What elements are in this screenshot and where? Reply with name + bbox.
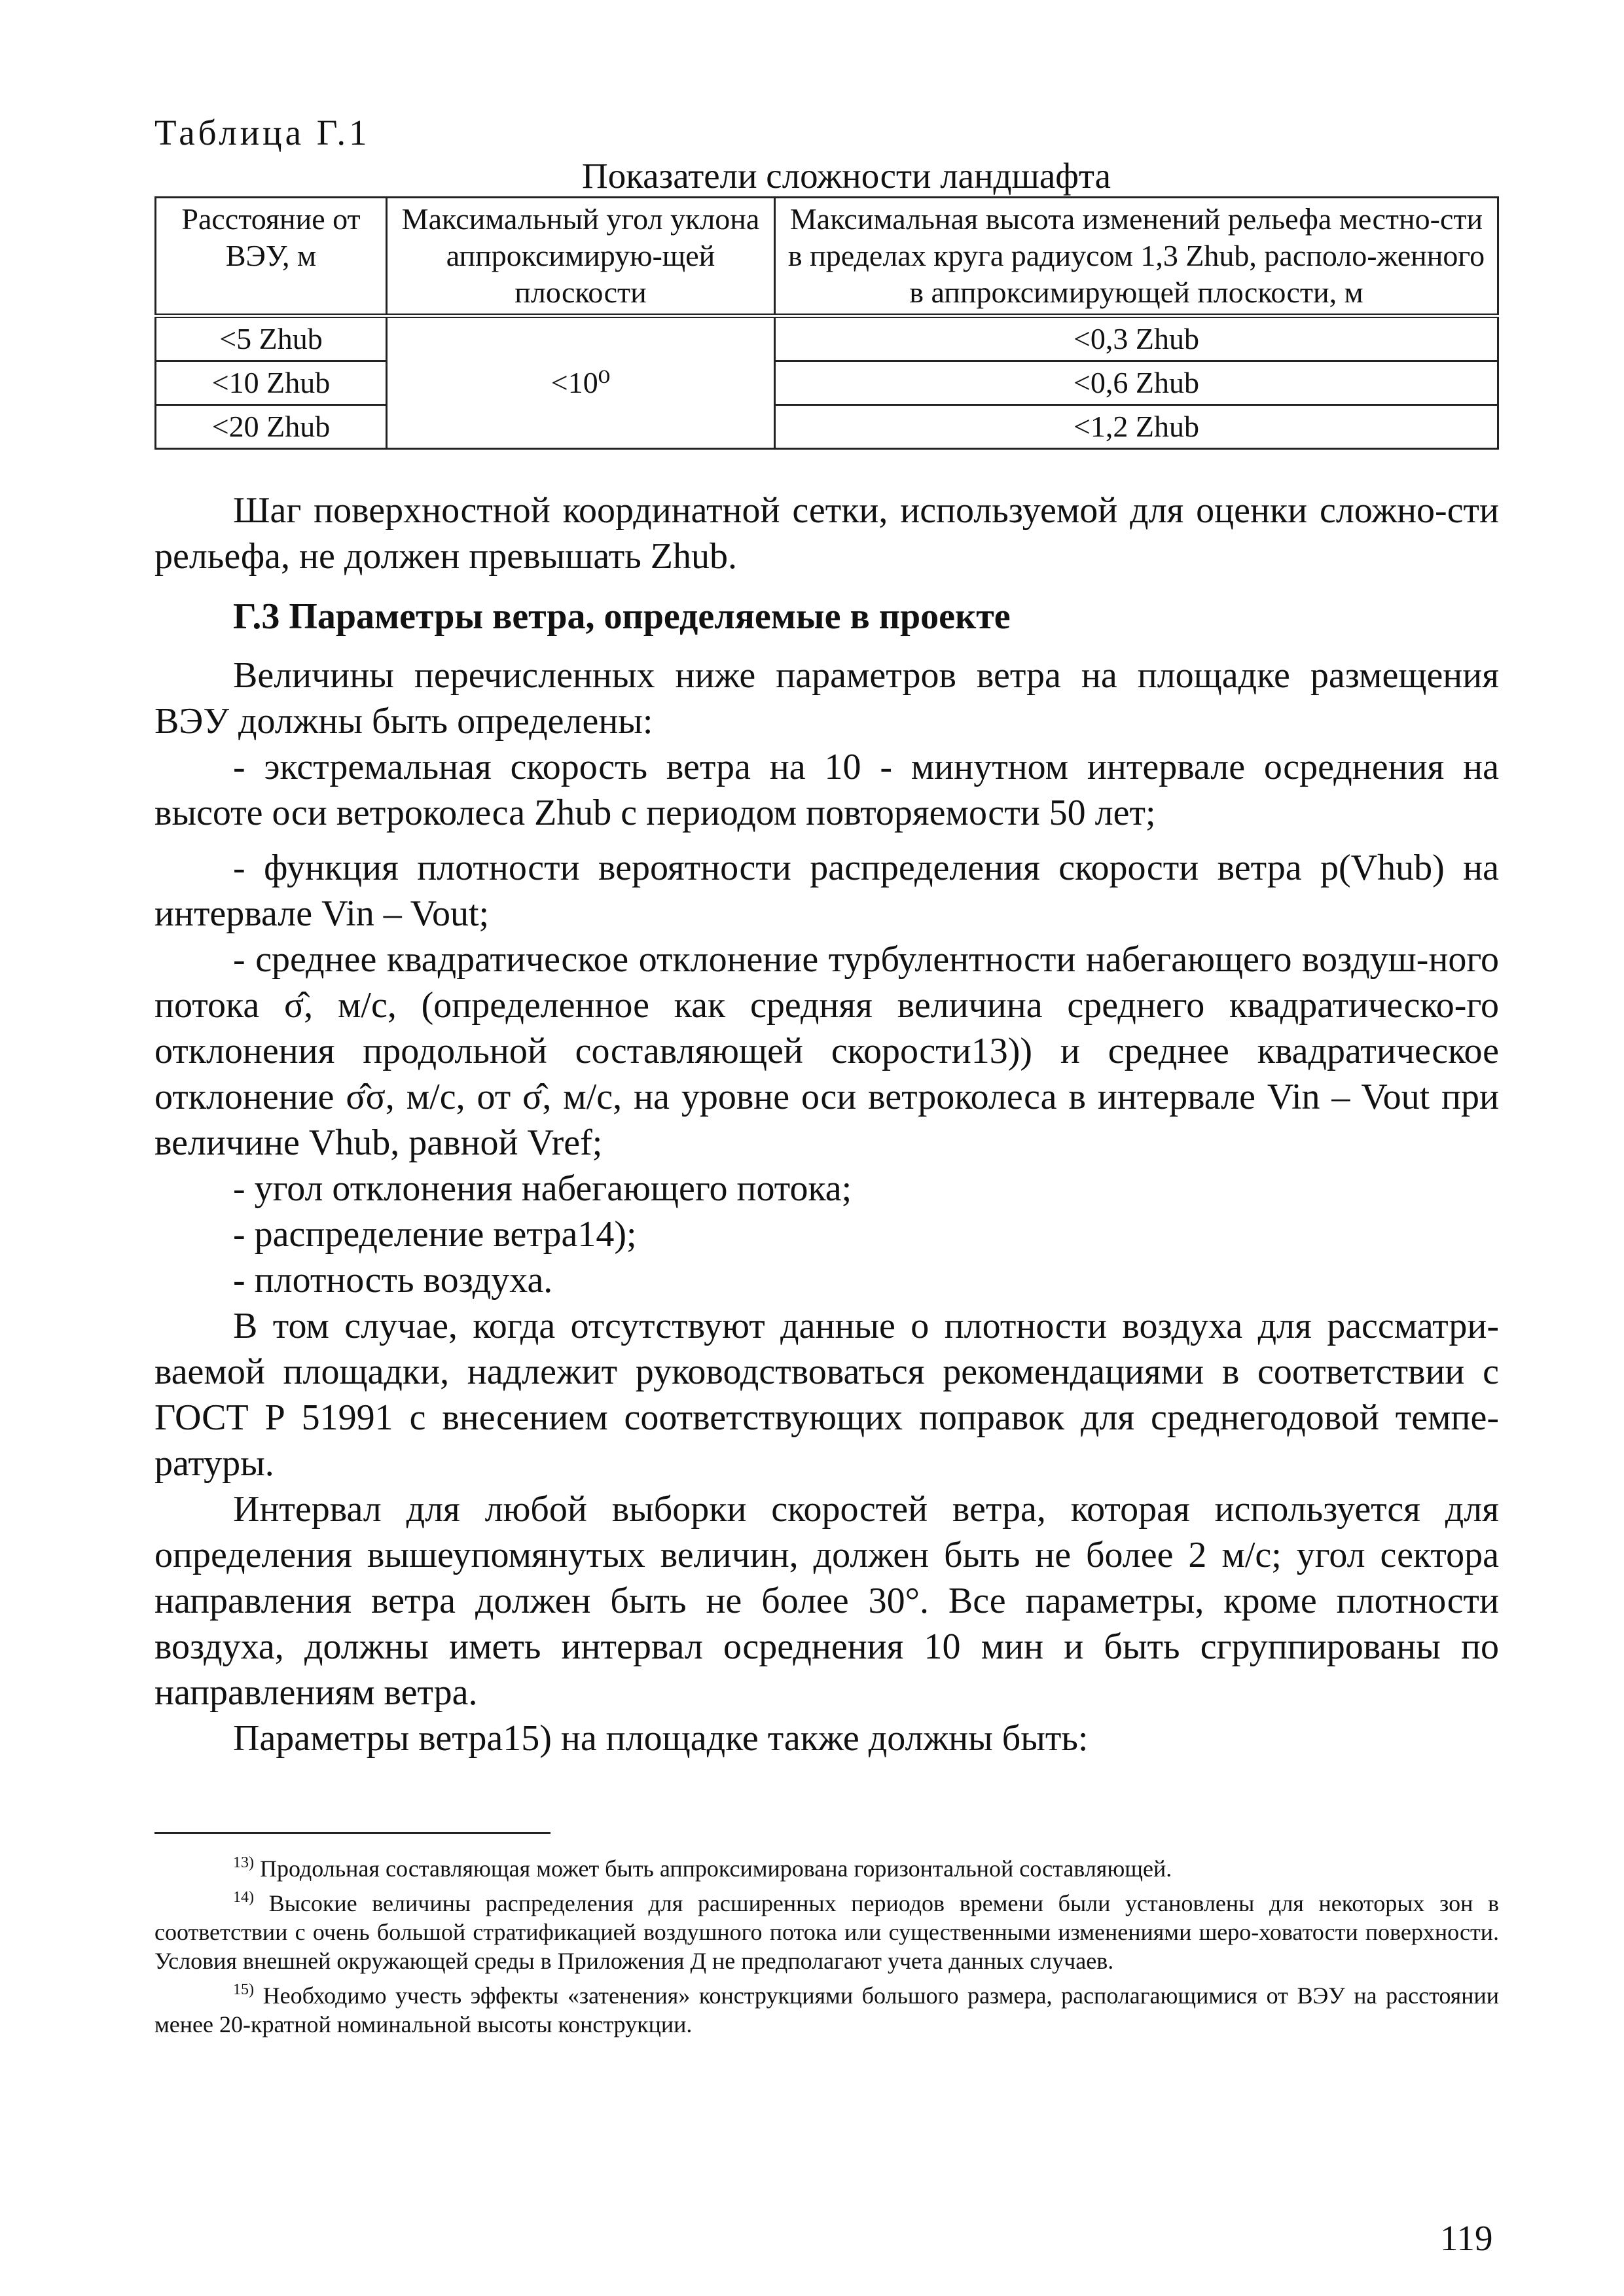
table-row (156, 405, 1498, 449)
page-number: 119 (1440, 2218, 1493, 2258)
list-item-extreme-speed: - экстремальная скорость ветра на 10 - минутном интервале осреднения на высоте оси ветроколеса Zhub с периодом повторяемости 50 лет; (154, 747, 1499, 833)
paragraph-grid-step: Шаг поверхностной координатной сетки, используемой для оценки сложно-сти рельефа, не должен превышать Zhub. (154, 490, 1499, 577)
paragraph-air-density: В том случае, когда отсутствуют данные о плотности воздуха для рассматри-ваемой площадки, надлежит руководствоваться рекомендациями в соответствии с ГОСТ Р 51991 с внесением соответствующих поправок для среднегодовой темпе-ратуры. (154, 1306, 1499, 1484)
body-text (154, 488, 1499, 1761)
cell-distance: <20 Zhub (156, 405, 387, 449)
header-angle: Максимальный угол уклона аппроксимирую-щей плоскости (387, 198, 775, 316)
footnote (154, 1883, 1499, 1975)
table-header-row (156, 198, 1498, 316)
cell-distance: <5 Zhub (156, 316, 387, 361)
footnote-text: Необходимо учесть эффекты «затенения» конструкциями большого размера, располагающимися от ВЭУ на расстоянии менее 20-кратной номинальной высоты конструкции. (154, 1982, 1499, 2037)
footnote (154, 1975, 1499, 2039)
footnote-text: Высокие величины распределения для расширенных периодов времени были установлены для некоторых зон в соответствии с очень большой стратификацией воздушного потока или существенными изменениями шеро-ховатости поверхности. Условия внешней окружающей среды в Приложения Д не предполагают учета данных случаев. (154, 1890, 1499, 1974)
page-content (154, 111, 1499, 2039)
cell-height: <1,2 Zhub (775, 405, 1498, 449)
paragraph-intro: Величины перечисленных ниже параметров ветра на площадке размещения ВЭУ должны быть определены: (154, 655, 1499, 742)
list-item-wind-distribution: - распределение ветра14); (233, 1214, 637, 1255)
cell-angle: <10⁰ (387, 316, 775, 449)
list-item-air-density: - плотность воздуха. (233, 1260, 553, 1300)
section-heading: Г.3 Параметры ветра, определяемые в проекте (233, 596, 1011, 637)
footnote (154, 1848, 1499, 1883)
footnote-number: 13) (233, 1854, 254, 1871)
table-title: Показатели сложности ландшафта (581, 156, 1111, 196)
header-height: Максимальная высота изменений рельефа местно-сти в пределах круга радиусом 1,3 Zhub, располо-женного в аппроксимирующей плоскости, м (775, 198, 1498, 316)
footnote-divider (154, 1832, 550, 1834)
cell-height: <0,6 Zhub (775, 361, 1498, 405)
footnote-number: 15) (233, 1981, 254, 1998)
list-item-probability-density: - функция плотности вероятности распределения скорости ветра p(Vhub) на интервале Vin – Vout; (154, 848, 1499, 934)
landscape-complexity-table (154, 196, 1499, 450)
footnote-text: Продольная составляющая может быть аппроксимирована горизонтальной составляющей. (260, 1856, 1172, 1882)
table-row (156, 316, 1498, 361)
paragraph-interval: Интервал для любой выборки скоростей ветра, которая используется для определения вышеупомянутых величин, должен быть не более 2 м/с; угол сектора направления ветра должен быть не более 30°. Все параметры, кроме плотности воздуха, должны иметь интервал осреднения 10 мин и быть сгруппированы по направлениям ветра. (154, 1489, 1499, 1713)
table-label: Таблица Г.1 (154, 113, 370, 152)
footnote-number: 14) (233, 1889, 254, 1906)
list-item-turbulence: - среднее квадратическое отклонение турбулентности набегающего воздуш-ного потока σ̂, м/с, (определенное как средняя величина среднего квадратическо-го отклонения продольной составляющей скорости13)) и среднее квадратическое отклонение σ̂σ, м/с, от σ̂, м/с, на уровне оси ветроколеса в интервале Vin – Vout при величине Vhub, равной Vref; (154, 939, 1499, 1163)
table-row (156, 361, 1498, 405)
list-item-flow-angle: - угол отклонения набегающего потока; (233, 1168, 852, 1209)
paragraph-wind-params: Параметры ветра15) на площадке также должны быть: (233, 1718, 1089, 1759)
cell-distance: <10 Zhub (156, 361, 387, 405)
cell-height: <0,3 Zhub (775, 316, 1498, 361)
header-distance: Расстояние от ВЭУ, м (156, 198, 387, 316)
